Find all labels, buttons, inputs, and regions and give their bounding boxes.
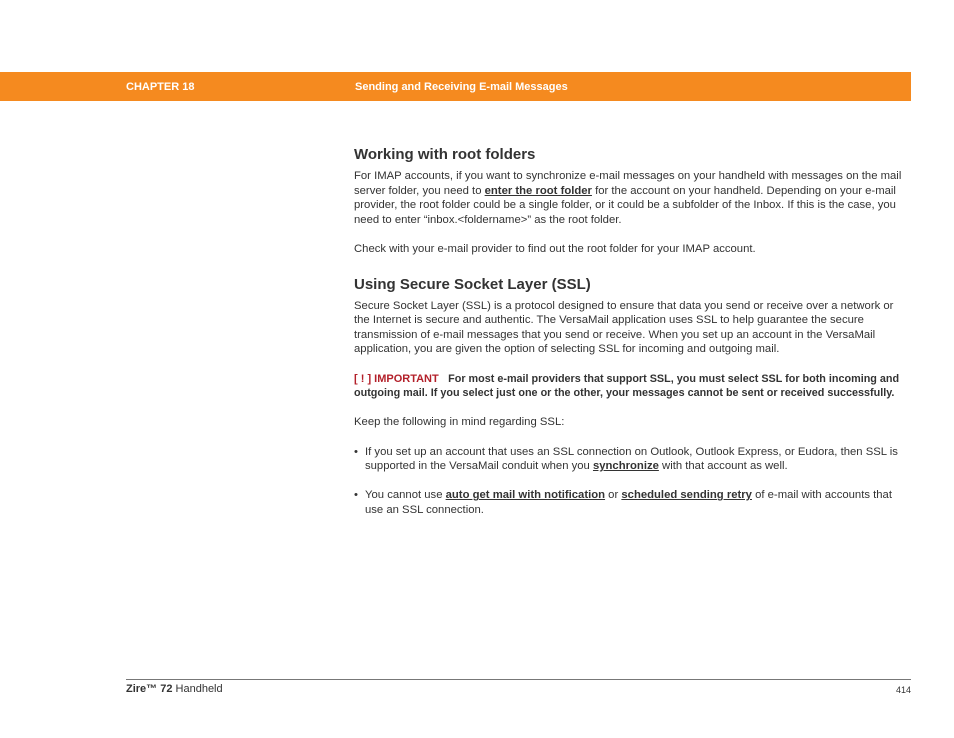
ssl-keep-in-mind: Keep the following in mind regarding SSL: — [354, 416, 565, 429]
text-segment: You cannot use — [365, 489, 446, 502]
footer-product-name — [126, 683, 223, 695]
bullet-icon: • — [354, 489, 358, 502]
list-item — [354, 445, 911, 474]
footer-divider — [126, 679, 911, 680]
product-model: Zire™ 72 — [126, 683, 173, 695]
important-text: For most e-mail providers that support SSL, you must select SSL for both incoming and outgoing mail. If you select just one or the other, your messages cannot be sent or received successfully. — [354, 372, 900, 400]
root-folders-paragraph — [354, 169, 911, 227]
bullet-icon: • — [354, 445, 358, 458]
text-segment: If you set up an account that uses an SSL connection on Outlook, Outlook Express, or Eudora, then SSL is supported in the VersaMail conduit when you — [365, 445, 898, 473]
auto-get-mail-link[interactable]: auto get mail with notification — [445, 489, 606, 502]
important-tag: [ ! ] IMPORTANT — [354, 372, 439, 385]
ssl-bullet-list — [354, 445, 911, 518]
text-segment: or — [605, 489, 622, 502]
chapter-label: CHAPTER 18 — [126, 81, 195, 93]
chapter-title: Sending and Receiving E-mail Messages — [355, 81, 568, 93]
scheduled-sending-retry-link[interactable]: scheduled sending retry — [621, 489, 752, 502]
page-number: 414 — [895, 685, 911, 695]
ssl-intro-paragraph: Secure Socket Layer (SSL) is a protocol designed to ensure that data you send or receive over a network or the Internet is secure and authentic. The VersaMail application uses SSL to help guarantee the secure transmission of e-mail messages that you send or receive. When you set up an account in the VersaMail application, you are given the option of selecting SSL for incoming and outgoing mail. — [354, 299, 894, 356]
text-segment: for the account on your handheld. Depending on your e-mail provider, the root folder could be a single folder, or it could be a subfolder of the Inbox. If this is the case, you need to enter “inbox.<foldername>” as the root folder. — [354, 184, 896, 226]
list-item — [354, 488, 911, 517]
text-segment: For IMAP accounts, if you want to synchronize e-mail messages on your handheld with messages on the mail server folder, you need to — [354, 170, 902, 197]
heading-root-folders: Working with root folders — [354, 146, 536, 163]
root-folders-check-paragraph: Check with your e-mail provider to find out the root folder for your IMAP account. — [354, 242, 756, 255]
text-segment: with that account as well. — [658, 460, 788, 473]
main-content — [354, 145, 911, 517]
enter-root-folder-link[interactable]: enter the root folder — [484, 184, 592, 197]
text-segment: of e-mail with accounts that use an SSL connection. — [365, 489, 892, 516]
chapter-header-bar — [0, 72, 911, 101]
product-suffix: Handheld — [172, 683, 223, 695]
heading-ssl: Using Secure Socket Layer (SSL) — [354, 275, 591, 293]
important-note — [354, 372, 911, 401]
synchronize-link[interactable]: synchronize — [592, 460, 659, 473]
